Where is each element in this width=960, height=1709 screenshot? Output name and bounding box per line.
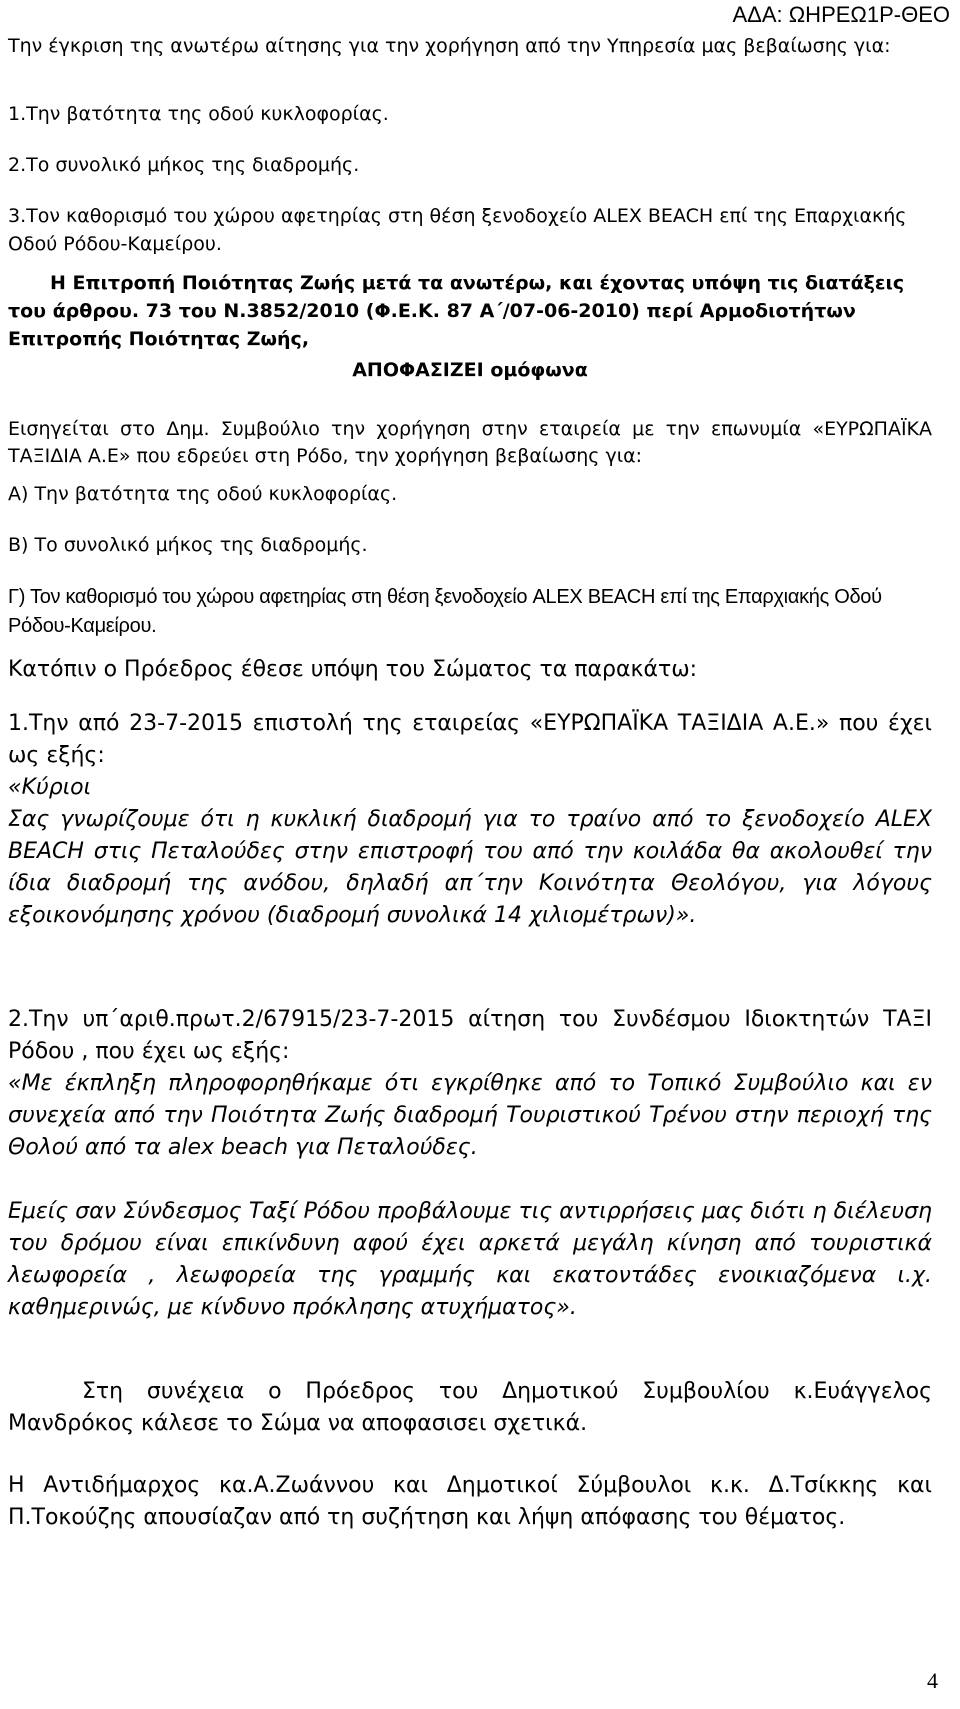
- letter1-salutation: «Κύριοι: [8, 775, 92, 800]
- letter2-paragraph-1: «Με έκπληξη πληροφορηθήκαμε ότι εγκρίθηκε από το Τοπικό Συμβούλιο και εν συνεχεία από την Ποιότητα Ζωής διαδρομή Τουριστικού Τρένου στην περιοχή της Θολού από τα alex beach για Πεταλούδες.: [8, 1071, 932, 1160]
- proposal-item-b: Β) Το συνολικό μήκος της διαδρομής.: [8, 534, 368, 556]
- intro-item-3: 3.Τον καθορισμό του χώρου αφετηρίας στη θέση ξενοδοχείο ALEX BEACH επί της Επαρχιακής Οδού Ρόδου-Καμείρου.: [8, 205, 907, 255]
- letter2-intro: 2.Την υπ΄αριθ.πρωτ.2/67915/23-7-2015 αίτηση του Συνδέσμου Ιδιοκτητών ΤΑΞΙ Ρόδου , που έχει ως εξής:: [8, 1007, 932, 1064]
- absence-paragraph: Η Αντιδήμαρχος κα.Α.Ζωάννου και Δημοτικοί Σύμβουλοι κ.κ. Δ.Τσίκκης και Π.Τοκούζης απουσίαζαν από τη συζήτηση και λήψη απόφασης του θέματος.: [8, 1473, 932, 1530]
- letter2-paragraph-2: Εμείς σαν Σύνδεσμος Ταξί Ρόδου προβάλουμε τις αντιρρήσεις μας διότι η διέλευση του δρόμου είναι επικίνδυνη αφού έχει αρκετά μεγάλη κίνηση από τουριστικά λεωφορεία , λεωφορεία της γραμμής και εκατοντάδες ενοικιαζόμενα ι.χ. καθημερινώς, με κίνδυνο πρόκλησης ατυχήματος».: [8, 1199, 932, 1320]
- continuation-paragraph: Στη συνέχεια ο Πρόεδρος του Δημοτικού Συμβουλίου κ.Ευάγγελος Μανδρόκος κάλεσε το Σώμα να αποφασισει σχετικά.: [8, 1379, 932, 1436]
- page-number: 4: [927, 1668, 938, 1693]
- intro-paragraph: Την έγκριση της ανωτέρω αίτησης για την χορήγηση από την Υπηρεσία μας βεβαίωσης για:: [8, 35, 891, 57]
- letter1-body: Σας γνωρίζουμε ότι η κυκλική διαδρομή για το τραίνο από το ξενοδοχείο ALEX BEACH στις Πεταλούδες στην επιστροφή του από την κοιλάδα θα ακολουθεί την ίδια διαδρομή της ανόδου, δηλαδή απ΄την Κοινότητα Θεολόγου, για λόγους εξοικονόμησης χρόνου (διαδρομή συνολικά 14 χιλιομέτρων)».: [8, 807, 932, 928]
- proposal-item-c: Γ) Τον καθορισμό του χώρου αφετηρίας στη θέση ξενοδοχείο ALEX BEACH επί της Επαρχιακής Οδού Ρόδου-Καμείρου.: [8, 586, 882, 637]
- intro-item-1: 1.Την βατότητα της οδού κυκλοφορίας.: [8, 103, 389, 125]
- proposal-item-a: Α) Την βατότητα της οδού κυκλοφορίας.: [8, 483, 398, 505]
- decision-heading: ΑΠΟΦΑΣΙΖΕΙ ομόφωνα: [352, 359, 588, 381]
- committee-paragraph: Η Επιτροπή Ποιότητας Ζωής μετά τα ανωτέρω, και έχοντας υπόψη τις διατάξεις του άρθρου. 73 του Ν.3852/2010 (Φ.Ε.Κ. 87 Α΄/07-06-2010) περί Αρμοδιοτήτων Επιτροπής Ποιότητας Ζωής,: [8, 272, 905, 350]
- intro-item-2: 2.Το συνολικό μήκος της διαδρομής.: [8, 154, 360, 176]
- president-statement: Κατόπιν ο Πρόεδρος έθεσε υπόψη του Σώματος τα παρακάτω:: [8, 657, 698, 682]
- proposal-paragraph: Εισηγείται στο Δημ. Συμβούλιο την χορήγηση στην εταιρεία με την επωνυμία «ΕΥΡΩΠΑΪΚΑ ΤΑΞΙΔΙΑ Α.Ε» που εδρεύει στη Ρόδο, την χορήγηση βεβαίωσης για:: [8, 418, 932, 467]
- letter1-intro: 1.Την από 23-7-2015 επιστολή της εταιρείας «ΕΥΡΩΠΑΪΚΑ ΤΑΞΙΔΙΑ Α.Ε.» που έχει ως εξής:: [8, 711, 932, 768]
- ada-code: ΑΔΑ: ΩΗΡΕΩ1Ρ-ΘΕΟ: [732, 2, 950, 27]
